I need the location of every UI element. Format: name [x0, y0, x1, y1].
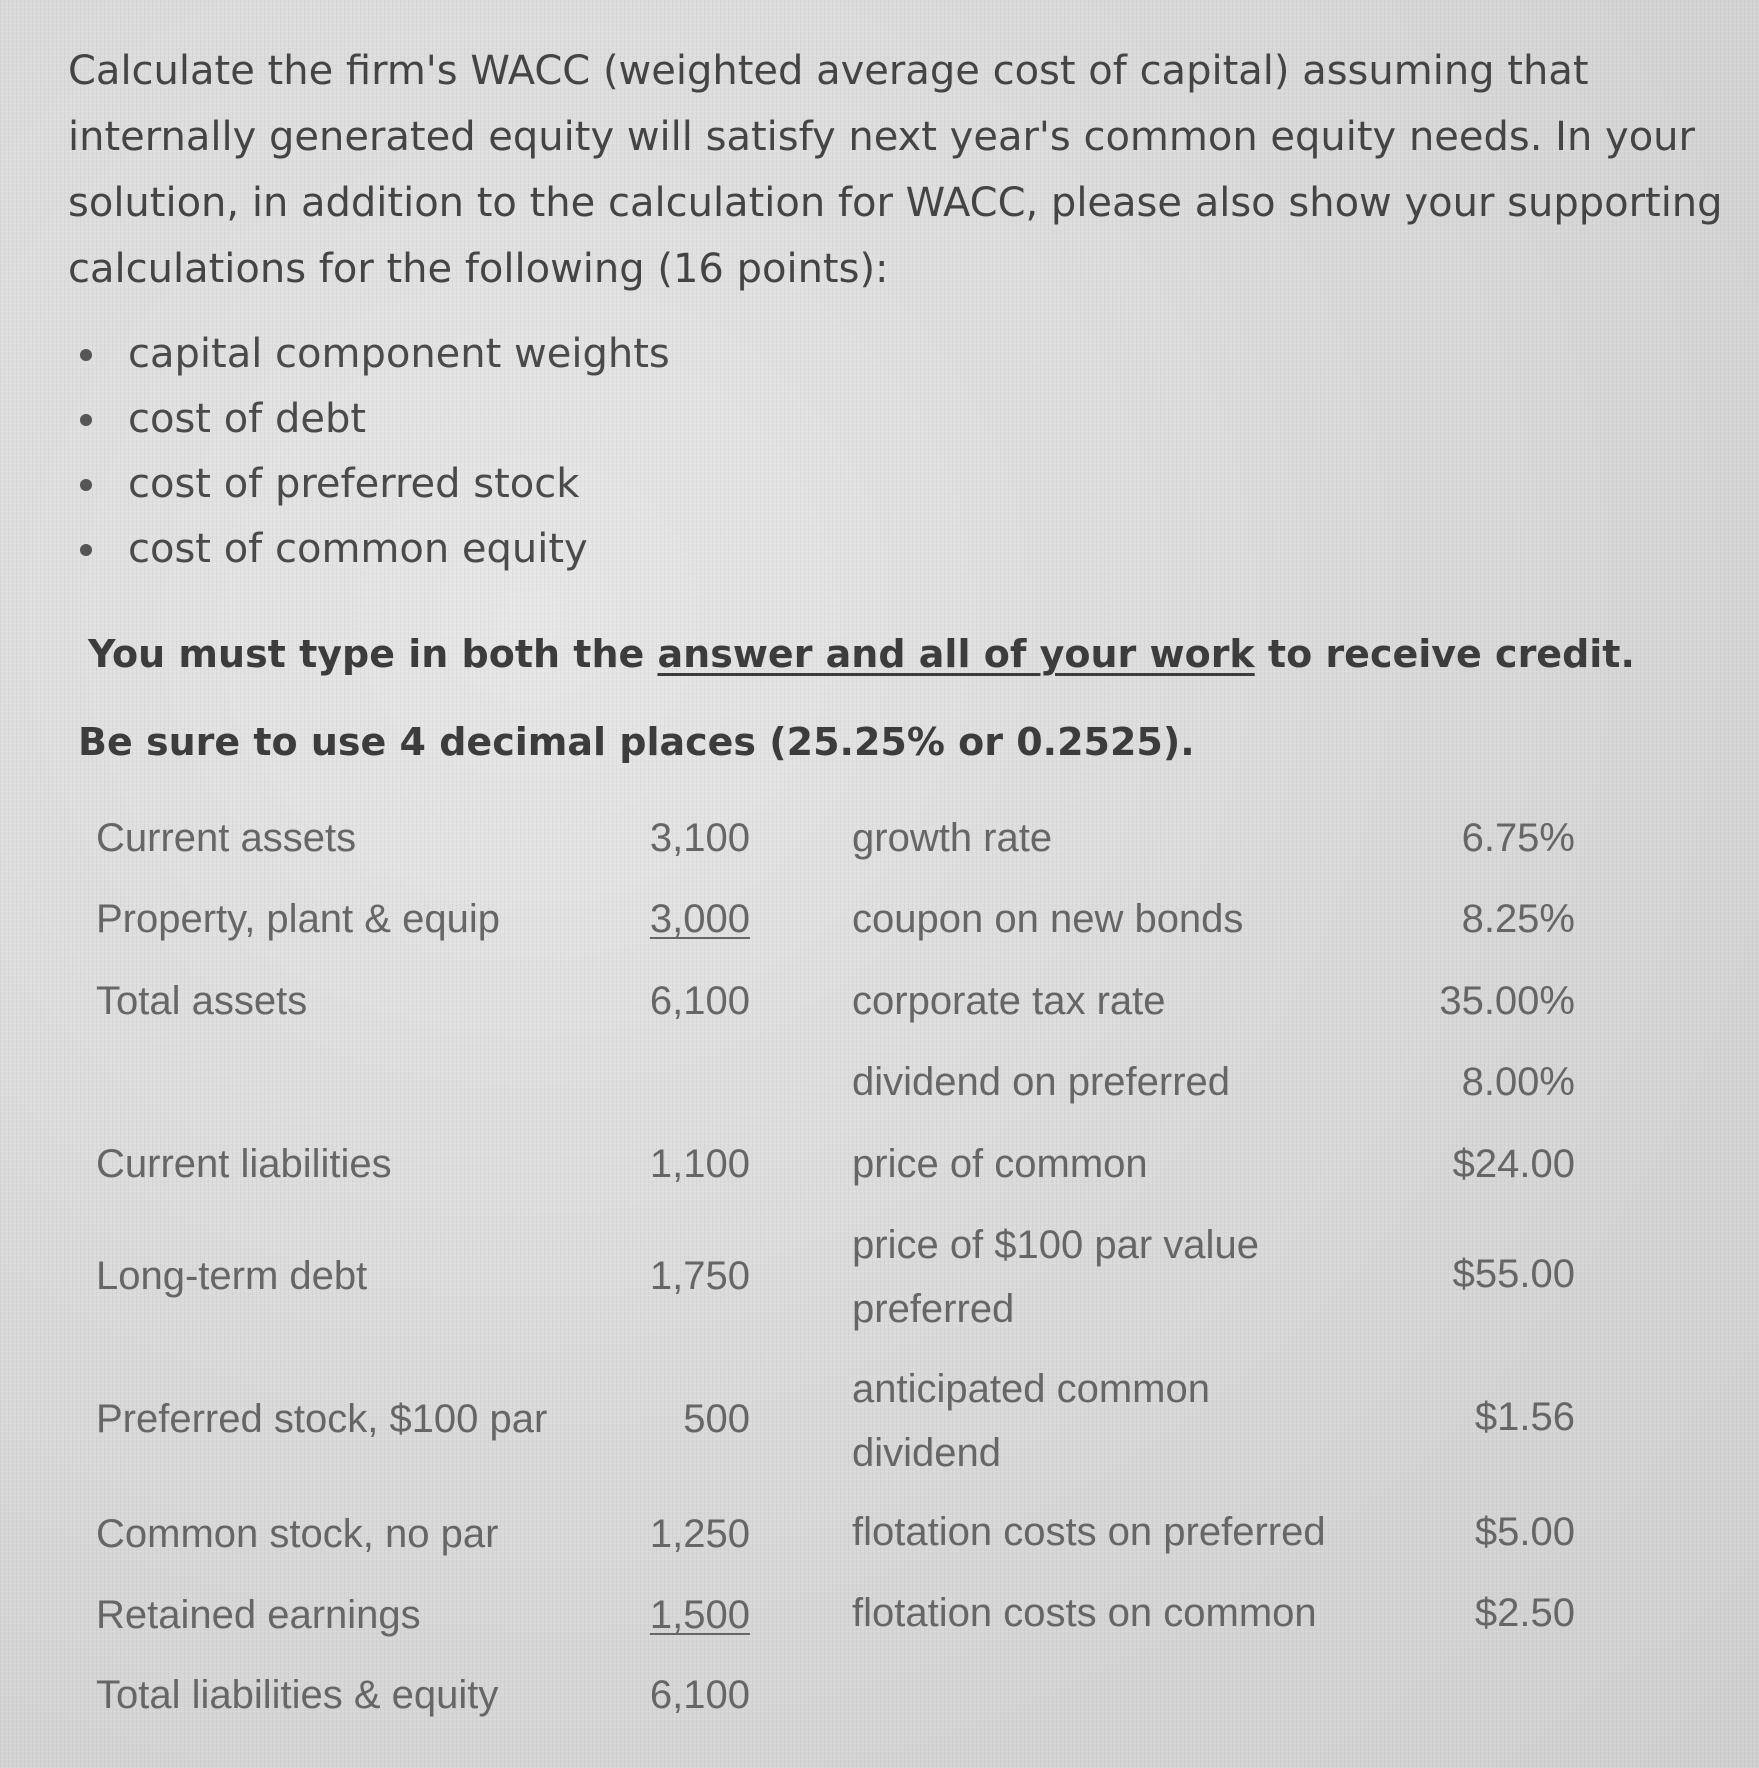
balance-sheet-label: Preferred stock, $100 par: [96, 1397, 548, 1441]
bullet-icon: [80, 349, 92, 361]
list-item: cost of debt: [74, 387, 670, 452]
parameter-label: price of common: [852, 1142, 1148, 1186]
parameter-label: anticipated common dividend: [852, 1367, 1210, 1475]
list-item: capital component weights: [74, 322, 670, 387]
parameter-label: dividend on preferred: [852, 1060, 1231, 1104]
list-item: cost of preferred stock: [74, 452, 670, 517]
parameter-value: $55.00: [1452, 1252, 1575, 1296]
parameter-label: growth rate: [852, 816, 1053, 860]
balance-sheet-label: Retained earnings: [96, 1593, 421, 1637]
requirements-list: [74, 322, 670, 582]
balance-sheet-label: Current liabilities: [96, 1142, 392, 1186]
parameter-label: price of $100 par value preferred: [852, 1223, 1259, 1331]
parameter-value: $24.00: [1452, 1142, 1575, 1186]
balance-sheet-value: 500: [683, 1397, 750, 1441]
balance-sheet-value: 1,250: [649, 1512, 750, 1556]
balance-sheet-value: 6,100: [649, 979, 750, 1023]
decimals-note: Be sure to use 4 decimal places (25.25% or 0.2525).: [78, 720, 1195, 764]
balance-sheet-label: Property, plant & equip: [96, 897, 500, 941]
bullet-icon: [80, 479, 92, 491]
balance-sheet-value: 3,100: [649, 816, 750, 860]
parameter-label: flotation costs on preferred: [852, 1510, 1326, 1554]
parameter-label: corporate tax rate: [852, 979, 1166, 1023]
balance-sheet-label: Long-term debt: [96, 1254, 368, 1298]
question-intro: Calculate the firm's WACC (weighted average cost of capital) assuming that internally generated equity will satisfy next year's common equity needs. In your solution, in addition to the calculation for WACC, please also show your supporting calculations for the following (16 points):: [68, 48, 1723, 292]
parameter-value: 6.75%: [1461, 816, 1575, 860]
parameter-label: flotation costs on common: [852, 1591, 1317, 1635]
balance-sheet-value: 1,100: [649, 1142, 750, 1186]
balance-sheet-label: Total assets: [96, 979, 308, 1023]
parameter-value: 8.25%: [1461, 897, 1575, 941]
balance-sheet-label: Current assets: [96, 816, 357, 860]
bullet-icon: [80, 414, 92, 426]
credit-notice: You must type in both the answer and all of your work to receive credit.: [88, 632, 1635, 676]
balance-sheet-label: Common stock, no par: [96, 1512, 499, 1556]
parameter-value: 35.00%: [1439, 979, 1575, 1023]
parameter-value: $5.00: [1474, 1510, 1575, 1554]
parameter-value: 8.00%: [1461, 1060, 1575, 1104]
balance-sheet-value: 1,500: [649, 1593, 750, 1637]
parameter-value: $2.50: [1474, 1591, 1575, 1635]
parameter-label: coupon on new bonds: [852, 897, 1244, 941]
balance-sheet-value: 6,100: [649, 1673, 750, 1717]
parameter-value: $1.56: [1474, 1395, 1575, 1439]
list-item: cost of common equity: [74, 517, 670, 582]
balance-sheet-value: 1,750: [649, 1254, 750, 1298]
credit-notice-emphasis: answer and all of your work: [657, 632, 1255, 676]
bullet-icon: [80, 544, 92, 556]
balance-sheet-label: Total liabilities & equity: [96, 1673, 499, 1717]
balance-sheet-value: 3,000: [649, 897, 750, 941]
